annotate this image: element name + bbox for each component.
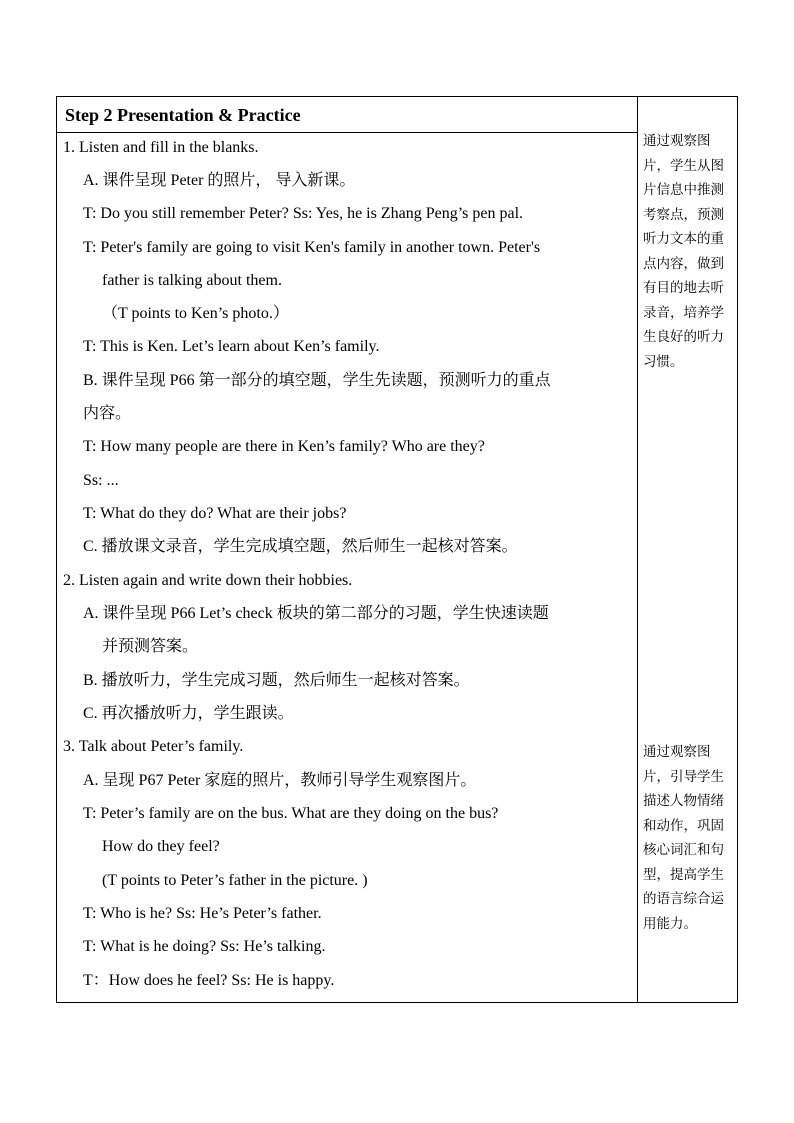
item-3-heading: 3. Talk about Peter’s family. xyxy=(63,738,244,755)
dialogue-line: T: Peter's family are going to visit Ken's family in another town. Peter's xyxy=(83,239,541,256)
stage-direction: (T points to Peter’s father in the picture. ) xyxy=(102,872,368,889)
item-2c-line: C. 再次播放听力，学生跟读。 xyxy=(83,705,294,722)
lesson-table xyxy=(56,96,738,1003)
dialogue-line-cont: father is talking about them. xyxy=(102,272,282,289)
dialogue-line: T: What do they do? What are their jobs? xyxy=(83,505,347,522)
item-3a-line: A. 呈现 P67 Peter 家庭的照片，教师引导学生观察图片。 xyxy=(83,772,477,789)
header-divider xyxy=(57,132,637,133)
dialogue-line-cont: How do they feel? xyxy=(102,838,220,855)
item-2a-line-cont: 并预测答案。 xyxy=(102,638,199,655)
item-1-heading: 1. Listen and fill in the blanks. xyxy=(63,139,259,156)
item-2a-line: A. 课件呈现 P66 Let’s check 板块的第二部分的习题，学生快速读题 xyxy=(83,605,549,622)
section-title: Step 2 Presentation & Practice xyxy=(65,105,301,125)
design-intent-note-2: 通过观察图片，引导学生描述人物情绪和动作，巩固核心词汇和句型，提高学生的语言综合运用能力。 xyxy=(643,744,724,932)
item-2-heading: 2. Listen again and write down their hobbies. xyxy=(63,572,353,589)
stage-direction: （T points to Ken’s photo.） xyxy=(102,305,289,322)
dialogue-line: T: How many people are there in Ken’s family? Who are they? xyxy=(83,438,485,455)
dialogue-line: T: Who is he? Ss: He’s Peter’s father. xyxy=(83,905,322,922)
item-1b-line-cont: 内容。 xyxy=(83,405,132,422)
dialogue-line: T: This is Ken. Let’s learn about Ken’s family. xyxy=(83,338,380,355)
item-1c-line: C. 播放课文录音，学生完成填空题，然后师生一起核对答案。 xyxy=(83,538,518,555)
column-divider xyxy=(637,97,638,1002)
item-1a-line: A. 课件呈现 Peter 的照片， 导入新课。 xyxy=(83,172,356,189)
dialogue-line: T: What is he doing? Ss: He’s talking. xyxy=(83,938,326,955)
dialogue-line: T：How does he feel? Ss: He is happy. xyxy=(83,972,335,989)
item-1b-line: B. 课件呈现 P66 第一部分的填空题，学生先读题，预测听力的重点 xyxy=(83,372,551,389)
design-intent-note-1: 通过观察图片，学生从图片信息中推测考察点，预测听力文本的重点内容，做到有目的地去听录音，培养学生良好的听力习惯。 xyxy=(643,133,724,370)
dialogue-line: T: Peter’s family are on the bus. What are they doing on the bus? xyxy=(83,805,499,822)
item-2b-line: B. 播放听力，学生完成习题，然后师生一起核对答案。 xyxy=(83,672,470,689)
dialogue-line: Ss: ... xyxy=(83,472,119,489)
dialogue-line: T: Do you still remember Peter? Ss: Yes, he is Zhang Peng’s pen pal. xyxy=(83,205,524,222)
